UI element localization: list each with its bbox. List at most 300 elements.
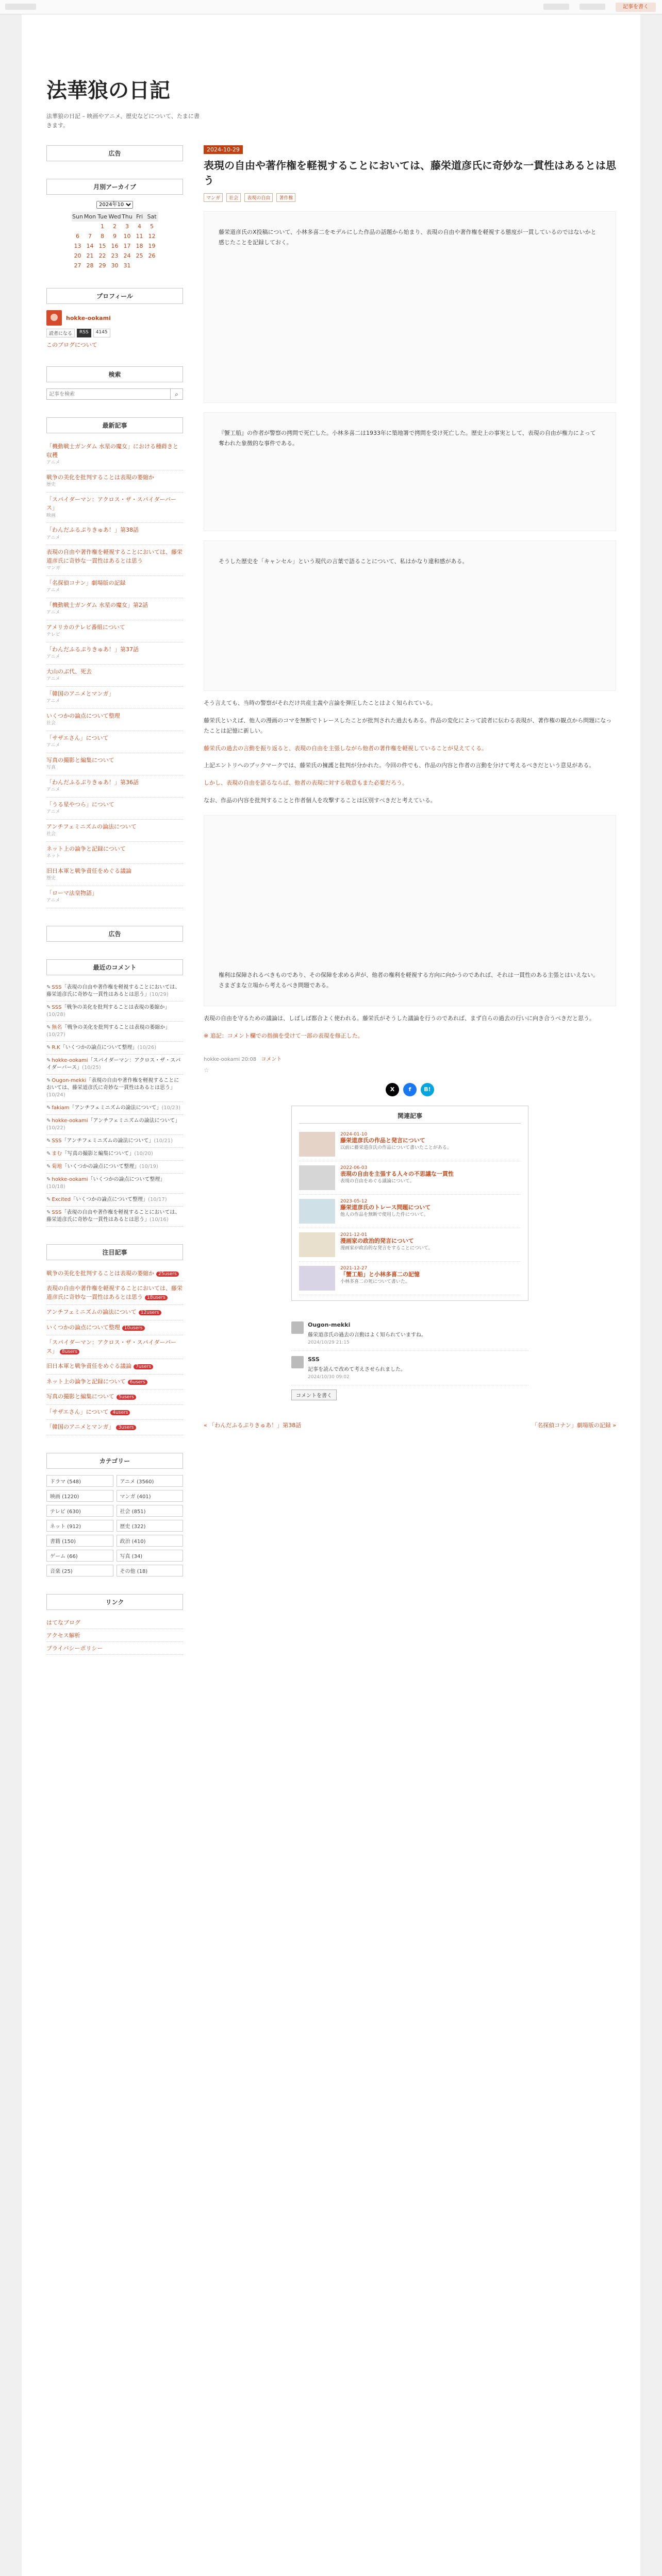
calendar-day[interactable]: 30 [111, 262, 119, 269]
blog-title[interactable]: 法華狼の日記 [46, 78, 170, 103]
comment-author[interactable]: hokke-ookami [52, 1057, 88, 1063]
recent-article-category[interactable]: 映画 [46, 513, 56, 518]
bookmark-count-badge[interactable]: 3users [116, 1425, 136, 1430]
related-title-link[interactable]: 表現の自由を主張する人々の不思議な一貫性 [340, 1170, 454, 1177]
category-link[interactable]: 映画 (1220) [46, 1490, 113, 1502]
comment-icon: ✎ [46, 1004, 51, 1010]
sidebar-link[interactable]: アクセス解析 [46, 1632, 80, 1639]
bookmark-count-badge[interactable]: 4users [110, 1410, 130, 1415]
paragraph-note: ※ 追記：コメント欄での指摘を受けて一部の表現を修正した。 [204, 1032, 363, 1040]
blog-header [22, 14, 640, 145]
list-item [46, 1042, 183, 1055]
related-snippet: 漫画家が政治的な発言をすることについて。 [340, 1246, 433, 1251]
calendar-day[interactable]: 18 [136, 243, 143, 250]
recent-article-category[interactable]: 社会 [46, 832, 56, 837]
calendar-day[interactable]: 10 [123, 233, 131, 240]
recent-article-category[interactable]: アニメ [46, 610, 60, 616]
calendar-day[interactable]: 5 [150, 223, 154, 230]
recent-article-category[interactable]: アニメ [46, 898, 60, 904]
list-item [46, 1194, 183, 1207]
paragraph: 表現の自由を守るための議論は、しばしば都合よく使われる。藤栄氏がそうした議論を行うのであれば、まず自らの過去の行いに向き合うべきだと思う。 [204, 1015, 595, 1022]
recent-article-category[interactable]: 歴史 [46, 482, 56, 488]
list-item [46, 886, 183, 908]
comment-time[interactable]: 2024/10/29 21:15 [308, 1340, 350, 1345]
profile-name[interactable]: hokke-ookami [66, 314, 111, 321]
write-comment-button[interactable]: コメントを書く [291, 1389, 337, 1400]
list-item [46, 545, 183, 576]
comments-title: 最近のコメント [46, 959, 183, 975]
comment-target[interactable]: 「写真の撮影と編集について」 [62, 1150, 135, 1157]
hatena-bookmark-icon[interactable]: B! [421, 1083, 434, 1096]
list-item [46, 1115, 183, 1135]
popular-article-link[interactable]: 旧日本軍と戦争責任をめぐる議論 [46, 1363, 131, 1370]
category-link[interactable]: テレビ (630) [46, 1505, 113, 1517]
list-item [46, 642, 183, 665]
page [22, 14, 640, 2576]
comment-date: (10/21) [154, 1138, 173, 1144]
category-link[interactable]: 歴史 (322) [117, 1520, 184, 1532]
archive-title: 月別アーカイブ [46, 179, 183, 195]
recent-article-category[interactable]: アニメ [46, 460, 60, 466]
embedded-post: 藤栄道彦氏のX投稿について、小林多喜二をモデルにした作品の話題から始まり、表現の自由や著作権を軽視する態度が一貫しているのではないかと感じたことを記録しておく。 [204, 211, 616, 403]
entry-title[interactable]: 表現の自由や著作権を軽視することにおいては、藤栄道彦氏に奇妙な一貫性はあるとは思う [204, 159, 616, 187]
popular-article-link[interactable]: 「韓国のアニメとマンガ」 [46, 1423, 114, 1431]
recent-article-link[interactable]: 「わんだふるぷりきゅあ！」第36話 [46, 778, 139, 786]
comment-author[interactable]: SSS [52, 984, 62, 990]
paragraph-quote[interactable]: 藤栄氏の過去の言動を振り返ると、表現の自由を主張しながら他者の著作権を軽視していることが見えてくる。 [204, 744, 487, 752]
calendar-day[interactable]: 15 [98, 243, 106, 250]
popular-article-link[interactable]: 「サザエさん」について [46, 1408, 109, 1415]
list-item [46, 493, 183, 523]
comment-icon: ✎ [46, 984, 51, 990]
recent-article-link[interactable]: 「わんだふるぷりきゅあ！」第37話 [46, 646, 139, 653]
recent-article-link[interactable]: 「うる星やつら」について [46, 801, 114, 808]
comment-icon: ✎ [46, 1196, 51, 1202]
bookmark-count-badge[interactable]: 10users [122, 1326, 145, 1331]
comment-author[interactable]: hokke-ookami [52, 1176, 88, 1182]
comment-icon: ✎ [46, 1138, 51, 1144]
calendar-day[interactable]: 12 [148, 233, 156, 240]
list-item [46, 1174, 183, 1194]
recent-comments-widget [46, 959, 183, 1227]
recent-article-link[interactable]: 「わんだふるぷりきゅあ！」第38話 [46, 527, 139, 534]
popular-article-link[interactable]: 表現の自由や著作権を軽視することにおいては、藤栄道彦氏に奇妙な一貫性はあるとは思う [46, 1285, 183, 1300]
calendar-day[interactable]: 9 [113, 233, 117, 240]
recent-article-category[interactable]: アニメ [46, 588, 60, 594]
commenter-avatar[interactable] [291, 1321, 304, 1334]
about-blog-link[interactable]: このブログについて [46, 342, 97, 349]
calendar-day[interactable]: 24 [123, 252, 131, 260]
comment-target[interactable]: 「スパイダーマン：アクロス・ザ・スパイダーバース」 [46, 1057, 181, 1071]
calendar-day[interactable]: 14 [86, 243, 94, 250]
calendar-weekday: Wed [109, 212, 121, 222]
embedded-post: そうした歴史を「キャンセル」という現代の言葉で語ることについて、私はかなり違和感がある。 [204, 540, 616, 691]
recent-article-category[interactable]: テレビ [46, 632, 60, 638]
paragraph: なお、作品の内容を批判することと作者個人を攻撃することは区別すべきだと考えている。 [204, 796, 436, 804]
subscribe-button[interactable]: 読者になる [46, 329, 75, 337]
prev-entry-link[interactable]: « 「わんだふるぷりきゅあ！」第38話 [204, 1421, 302, 1429]
recent-article-category[interactable]: アニメ [46, 654, 60, 660]
category-link[interactable]: 音楽 (25) [46, 1565, 113, 1577]
category-link[interactable]: ゲーム (66) [46, 1550, 113, 1562]
category-link[interactable]: 書籍 (150) [46, 1535, 113, 1547]
list-item [46, 709, 183, 731]
recent-article-link[interactable]: ネット上の論争と記録について [46, 845, 126, 852]
category-link[interactable]: その他 (18) [117, 1565, 184, 1577]
related-thumbnail[interactable] [299, 1165, 335, 1190]
recent-article-category[interactable]: マンガ [46, 566, 61, 571]
comment-author[interactable]: 菊地 [52, 1163, 62, 1170]
recent-article-link[interactable]: アンチフェミニズムの論法について [46, 823, 137, 830]
commenter-name[interactable]: SSS [308, 1355, 320, 1363]
comment-icon: ✎ [46, 1024, 51, 1030]
comment-date: (10/24) [46, 1092, 65, 1098]
rss-button[interactable]: RSS [77, 329, 91, 337]
comment-author[interactable]: SSS [52, 1138, 62, 1144]
entry [204, 145, 616, 1096]
next-entry-link[interactable]: 「名探偵コナン」劇場版の記録 » [532, 1421, 616, 1429]
topbar-placeholder [580, 4, 605, 10]
embedded-post: 『蟹工船』の作者が警察の拷問で死亡した。小林多喜二は1933年に築地署で拷問を受け死亡した。歴史上の事実として、表現の自由が権力によって奪われた象徴的な事件である。 [204, 412, 616, 532]
comment-date: (10/16) [150, 1216, 169, 1223]
calendar-day[interactable]: 17 [123, 243, 131, 250]
related-snippet: 他人の作品を無断で使用した件について。 [340, 1212, 428, 1218]
profile-widget [46, 288, 183, 349]
list-item [46, 1002, 183, 1022]
popular-article-link[interactable]: ネット上の論争と記録について [46, 1378, 126, 1385]
calendar-day[interactable]: 7 [88, 233, 92, 240]
comment-author[interactable]: R.K [52, 1044, 60, 1050]
ad-title-2: 広告 [46, 926, 183, 942]
entry-date[interactable]: 2024-10-29 [204, 145, 243, 154]
related-snippet: 表現の自由をめぐる議論について。 [340, 1179, 415, 1184]
pager [204, 1421, 616, 1429]
calendar-day[interactable]: 29 [98, 262, 106, 269]
comment-date: (10/19) [139, 1163, 158, 1170]
recent-article-link[interactable]: 「韓国のアニメとマンガ」 [46, 690, 114, 697]
comment-date: (10/29) [150, 991, 169, 997]
list-item [46, 1359, 183, 1375]
related-item[interactable] [299, 1228, 521, 1262]
recent-article-category[interactable]: アニメ [46, 809, 60, 815]
list-item [46, 1148, 183, 1161]
comment [291, 1316, 528, 1351]
recent-article-link[interactable]: 「名探偵コナン」劇場版の記録 [46, 579, 126, 586]
calendar-day[interactable]: 4 [138, 223, 141, 230]
comment-target[interactable]: 「表現の自由や著作権を軽視することにおいては、藤栄道彦氏に奇妙な一貫性はあるとは思う」 [46, 1209, 180, 1223]
paragraph: 上記エントリへのブックマークでは、藤栄氏の擁護と批判が分かれた。今回の件でも、作品の内容と作者の言動を分けて考えるべきだという意見がある。 [204, 762, 595, 769]
category-link[interactable]: 写真 (34) [117, 1550, 184, 1562]
comment-author[interactable]: fakiam [52, 1105, 70, 1111]
comment-target[interactable]: 「戦争の美化を批判することは表現の萎縮か」 [61, 1004, 170, 1010]
calendar-day[interactable]: 16 [111, 243, 119, 250]
list-item [46, 1161, 183, 1174]
list-item [46, 1642, 183, 1655]
archive-calendar [46, 179, 183, 270]
tag[interactable]: 著作権 [276, 193, 295, 202]
related-date: 2023-05-12 [340, 1198, 368, 1204]
recent-article-link[interactable]: 旧日本軍と戦争責任をめぐる議論 [46, 867, 131, 874]
categories-title: カテゴリー [46, 1453, 183, 1469]
list-item [46, 1281, 183, 1305]
entry-body [204, 211, 616, 1041]
categories-widget [46, 1453, 183, 1577]
comment-date: (10/26) [137, 1044, 157, 1050]
recent-article-link[interactable]: 大山のぶ代、死去 [46, 668, 92, 675]
list-item [46, 1207, 183, 1227]
sidebar-link[interactable]: プライバシーポリシー [46, 1645, 103, 1652]
archive-month-select[interactable] [96, 201, 133, 209]
main-content [204, 145, 616, 1672]
comment-target[interactable]: 「アンチフェミニズムの論法について」 [69, 1105, 162, 1111]
calendar-day[interactable]: 2 [113, 223, 117, 230]
calendar-day[interactable]: 20 [74, 252, 81, 260]
recent-article-link[interactable]: 「ローマ法皇物語」 [46, 889, 97, 896]
bookmark-count-badge[interactable]: 5users [117, 1395, 136, 1400]
recent-article-link[interactable]: 「スパイダーマン：アクロス・ザ・スパイダーバース」 [46, 496, 177, 512]
calendar-day[interactable]: 13 [74, 243, 81, 250]
related-snippet: 小林多喜二の死について書いた。 [340, 1279, 410, 1285]
related-item[interactable] [299, 1128, 521, 1161]
popular-article-link[interactable]: 写真の撮影と編集について [46, 1393, 114, 1400]
recent-article-link[interactable]: 「機動戦士ガンダム 水星の魔女」第2話 [46, 601, 148, 608]
calendar-day[interactable]: 19 [148, 243, 156, 250]
list-item [46, 576, 183, 598]
comment-target[interactable]: 「アンチフェミニズムの論法について」 [88, 1117, 180, 1124]
calendar-day[interactable]: 21 [86, 252, 94, 260]
list-item [46, 620, 183, 642]
star-icon[interactable]: ☆ [204, 1066, 209, 1074]
search-title: 検索 [46, 366, 183, 382]
category-link[interactable]: ドラマ (548) [46, 1475, 113, 1487]
recent-articles-widget [46, 417, 183, 908]
comment-date: (10/18) [46, 1183, 65, 1190]
list-item [46, 798, 183, 820]
related-thumbnail[interactable] [299, 1132, 335, 1157]
share-buttons [204, 1083, 616, 1096]
recent-article-link[interactable]: 表現の自由や著作権を軽視することにおいては、藤栄道彦氏に奇妙な一貫性はあるとは思う [46, 549, 183, 564]
paragraph: そう言えても、当時の警察がそれだけ共産主義や言論を弾圧したことはよく知られている。 [204, 700, 436, 707]
category-link[interactable]: アニメ (3560) [117, 1475, 184, 1487]
list-item [46, 1320, 183, 1336]
list-item [46, 1616, 183, 1629]
related-title: 関連記事 [299, 1111, 521, 1124]
search-widget [46, 366, 183, 400]
recent-article-category[interactable]: 歴史 [46, 876, 56, 882]
tag[interactable]: 表現の自由 [244, 193, 273, 202]
related-title-link[interactable]: 漫画家の政治的発言について [340, 1237, 414, 1244]
related-snippet: 以前に藤栄道彦氏の作品について書いたことがある。 [340, 1145, 452, 1151]
related-date: 2021-12-27 [340, 1265, 368, 1271]
comment-author[interactable]: 無名 [52, 1024, 62, 1030]
list-item [46, 842, 183, 864]
popular-title: 注目記事 [46, 1244, 183, 1260]
calendar-day [72, 222, 84, 231]
list-item [46, 1266, 183, 1282]
write-article-button[interactable]: 記事を書く [616, 3, 656, 12]
category-link[interactable]: 社会 (851) [117, 1505, 184, 1517]
calendar-day[interactable]: 3 [125, 223, 129, 230]
related-thumbnail[interactable] [299, 1232, 335, 1257]
list-item [46, 665, 183, 687]
calendar-day[interactable]: 25 [136, 252, 143, 260]
list-item [46, 1305, 183, 1320]
comment-author[interactable]: まむ [52, 1150, 62, 1157]
tag[interactable]: マンガ [204, 193, 223, 202]
paragraph: 藤栄氏といえば、他人の漫画のコマを無断でトレースしたことが批判された過去もある。作品の変化によって読者に伝わる表現が、著作権の観点から問題になったことは記憶に新しい。 [204, 717, 612, 734]
comment-time[interactable]: 2024/10/30 09:02 [308, 1374, 350, 1380]
comment-author[interactable]: Excited [52, 1196, 71, 1202]
reader-count: 4145 [93, 329, 110, 337]
search-icon[interactable]: ⌕ [171, 388, 183, 400]
sidebar-link[interactable]: はてなブログ [46, 1619, 80, 1626]
recent-article-category[interactable]: 写真 [46, 765, 56, 771]
list-item [46, 439, 183, 470]
popular-article-link[interactable]: いくつかの論点について整理 [46, 1324, 120, 1331]
comment-target[interactable]: 「いくつかの論点について整理」 [60, 1044, 138, 1050]
related-item[interactable] [299, 1262, 521, 1295]
calendar-day [146, 261, 158, 270]
comment-icon: ✎ [46, 1077, 51, 1083]
calendar-day[interactable]: 28 [86, 262, 94, 269]
calendar-day [134, 261, 146, 270]
bookmark-count-badge[interactable]: 7users [134, 1364, 153, 1369]
related-thumbnail[interactable] [299, 1266, 335, 1291]
calendar-day[interactable]: 6 [76, 233, 79, 240]
list-item [46, 1389, 183, 1405]
recent-article-link[interactable]: いくつかの論点について整理 [46, 712, 120, 719]
entry-comment-link[interactable]: コメント [261, 1056, 282, 1062]
popular-article-link[interactable]: 「スパイダーマン：アクロス・ザ・スパイダーバース」 [46, 1339, 177, 1354]
calendar-day[interactable]: 23 [111, 252, 119, 260]
comment-author[interactable]: Ougon-mekki [52, 1077, 87, 1083]
recent-article-category[interactable]: ネット [46, 854, 61, 859]
list-item [46, 1075, 183, 1102]
recent-article-category[interactable]: アニメ [46, 535, 60, 540]
recent-title: 最新記事 [46, 417, 183, 433]
comment-date: (10/27) [46, 1031, 65, 1038]
comment-icon: ✎ [46, 1105, 51, 1111]
comment-date: (10/22) [46, 1125, 65, 1131]
list-item [46, 470, 183, 493]
recent-article-category[interactable]: アニメ [46, 743, 60, 749]
comment-date: (10/28) [46, 1011, 65, 1018]
category-link[interactable]: 政治 (410) [117, 1535, 184, 1547]
related-item[interactable] [299, 1161, 521, 1195]
related-item[interactable] [299, 1195, 521, 1228]
top-bar [0, 0, 662, 14]
comment [291, 1351, 528, 1385]
related-title-link[interactable]: 藤栄道彦氏のトレース問題について [340, 1204, 431, 1211]
related-title-link[interactable]: 藤栄道彦氏の作品と発言について [340, 1137, 425, 1144]
comment-target[interactable]: 「いくつかの論点について整理」 [71, 1196, 148, 1202]
entry-footer [204, 1055, 616, 1062]
facebook-share-icon[interactable]: f [403, 1083, 417, 1096]
comment-target[interactable]: 「アンチフェミニズムの論法について」 [61, 1138, 154, 1144]
calendar-day[interactable]: 22 [98, 252, 106, 260]
recent-article-link[interactable]: 写真の撮影と編集について [46, 756, 114, 764]
list-item [46, 1375, 183, 1390]
list-item [46, 981, 183, 1002]
comment-date: (10/17) [147, 1196, 167, 1202]
calendar-day[interactable]: 27 [74, 262, 81, 269]
comment-text: 記事を読んで改めて考えさせられました。 [308, 1366, 406, 1372]
bookmark-count-badge[interactable]: 8users [60, 1349, 79, 1354]
recent-article-category[interactable]: 社会 [46, 721, 56, 726]
calendar-day[interactable]: 31 [123, 262, 131, 269]
comment-icon: ✎ [46, 1117, 51, 1124]
comment-author[interactable]: SSS [52, 1004, 62, 1010]
paragraph-quote[interactable]: しかし、表現の自由を語るならば、他者の表現に対する敬意もまた必要だろう。 [204, 779, 408, 787]
category-link[interactable]: マンガ (401) [117, 1490, 184, 1502]
comment-target[interactable]: 「いくつかの論点について整理」 [88, 1176, 166, 1182]
commenter-avatar[interactable] [291, 1356, 304, 1368]
calendar-day[interactable]: 1 [101, 223, 104, 230]
recent-article-link[interactable]: 戦争の美化を批判することは表現の萎縮か [46, 473, 154, 481]
recent-article-link[interactable]: 「機動戦士ガンダム 水星の魔女」における種蒔きと収穫 [46, 443, 179, 459]
bookmark-count-badge[interactable]: 12users [139, 1310, 161, 1315]
calendar-day[interactable]: 11 [136, 233, 143, 240]
recent-article-category[interactable]: アニメ [46, 676, 60, 682]
recent-article-link[interactable]: 「サザエさん」について [46, 734, 109, 741]
popular-articles-widget [46, 1244, 183, 1435]
comment-target[interactable]: 「表現の自由や著作権を軽視することにおいては、藤栄道彦氏に奇妙な一貫性はあるとは思う」 [46, 984, 180, 997]
calendar-day[interactable]: 8 [101, 233, 104, 240]
comment-author[interactable]: SSS [52, 1209, 62, 1215]
comment-target[interactable]: 「いくつかの論点について整理」 [62, 1163, 140, 1170]
category-link[interactable]: ネット (912) [46, 1520, 113, 1532]
list-item [46, 1405, 183, 1420]
popular-article-link[interactable]: アンチフェミニズムの論法について [46, 1309, 137, 1316]
profile-title: プロフィール [46, 288, 183, 304]
bookmark-count-badge[interactable]: 6users [128, 1380, 147, 1385]
related-date: 2024-01-10 [340, 1131, 368, 1137]
list-item [46, 820, 183, 842]
comment-icon: ✎ [46, 1209, 51, 1215]
list-item [46, 1629, 183, 1642]
comment-section [291, 1316, 528, 1400]
sidebar [46, 145, 183, 1672]
related-thumbnail[interactable] [299, 1199, 335, 1224]
list-item [46, 1022, 183, 1042]
entry-author[interactable]: hokke-ookami [204, 1056, 240, 1062]
calendar-weekday: Fri [134, 212, 146, 222]
bookmark-count-badge[interactable]: 18users [145, 1295, 168, 1300]
list-item [46, 523, 183, 545]
related-title-link[interactable]: 「蟹工船」と小林多喜二の記憶 [340, 1270, 420, 1278]
recent-article-link[interactable]: アメリカのテレビ番組について [46, 623, 125, 631]
recent-article-category[interactable]: アニメ [46, 787, 60, 793]
comment-author[interactable]: hokke-ookami [52, 1117, 88, 1124]
bookmark-count-badge[interactable]: 25users [156, 1272, 179, 1277]
comment-target[interactable]: 「戦争の美化を批判することは表現の萎縮か」 [62, 1024, 171, 1030]
tag[interactable]: 社会 [226, 193, 241, 202]
list-item [46, 598, 183, 620]
x-share-icon[interactable]: X [386, 1083, 399, 1096]
calendar-day[interactable]: 26 [148, 252, 156, 260]
list-item [46, 1102, 183, 1115]
recent-article-category[interactable]: アニメ [46, 699, 60, 704]
avatar[interactable] [46, 310, 62, 326]
calendar-weekday: Thu [121, 212, 134, 222]
entry-time[interactable]: 20:08 [241, 1056, 257, 1062]
search-input[interactable] [46, 388, 171, 400]
commenter-name[interactable]: Ougon-mekki [308, 1321, 351, 1328]
topbar-placeholder [543, 4, 569, 10]
popular-article-link[interactable]: 戦争の美化を批判することは表現の萎縮か [46, 1269, 154, 1277]
comment-target[interactable]: 「表現の自由や著作権を軽視することにおいては、藤栄道彦氏に奇妙な一貫性はあるとは思う」 [46, 1077, 179, 1091]
ad-title: 広告 [46, 145, 183, 161]
